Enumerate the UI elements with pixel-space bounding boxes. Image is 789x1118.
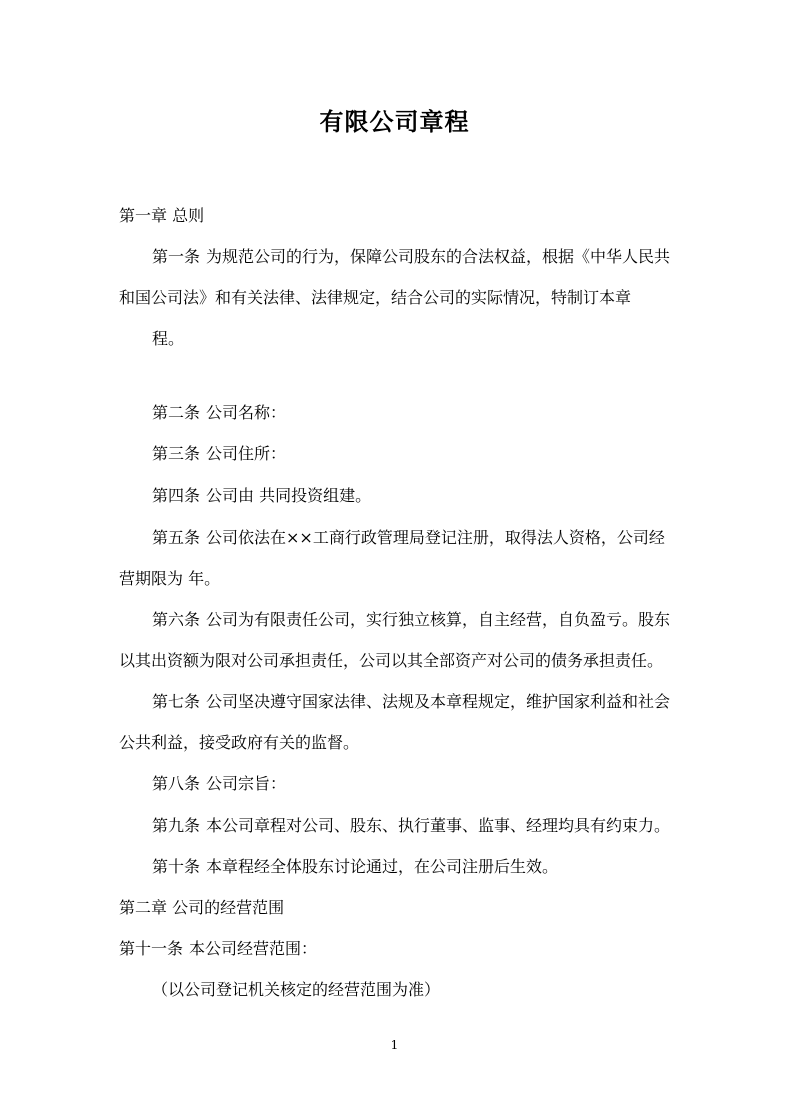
article-10-text: 本章程经全体股东讨论通过，在公司注册后生效。 <box>206 857 559 876</box>
article-4-text: 公司由 共同投资组建。 <box>206 486 372 505</box>
article-7-label: 第七条 <box>152 692 201 711</box>
article-8 <box>152 772 286 796</box>
article-1-line-2: 和国公司法》和有关法律、法律规定，结合公司的实际情况，特制订本章 <box>119 288 632 307</box>
article-9 <box>152 814 670 838</box>
article-11-text: 本公司经营范围： <box>189 939 318 958</box>
article-4 <box>152 484 371 508</box>
chapter-1-heading: 第一章 总则 <box>119 206 205 225</box>
article-1-line-1 <box>152 245 670 269</box>
article-8-label: 第八条 <box>152 774 201 793</box>
article-7-text-1: 公司坚决遵守国家法律、法规及本章程规定，维护国家利益和社会 <box>206 692 671 711</box>
article-2 <box>152 401 286 425</box>
article-10-label: 第十条 <box>152 857 201 876</box>
article-1-text-1: 为规范公司的行为，保障公司股东的合法权益，根据《中华人民共 <box>206 247 671 266</box>
article-11 <box>119 937 317 961</box>
article-9-label: 第九条 <box>152 816 201 835</box>
chapter-2-heading: 第二章 公司的经营范围 <box>119 898 285 917</box>
article-6-label: 第六条 <box>152 610 201 629</box>
article-5-line-1 <box>152 526 665 550</box>
article-8-text: 公司宗旨： <box>206 774 287 793</box>
article-9-text: 本公司章程对公司、股东、执行董事、监事、经理均具有约束力。 <box>206 816 671 835</box>
article-7-line-1 <box>152 690 670 714</box>
article-6-line-2: 以其出资额为限对公司承担责任，公司以其全部资产对公司的债务承担责任。 <box>119 651 664 670</box>
article-4-label: 第四条 <box>152 486 201 505</box>
article-3 <box>152 442 286 466</box>
article-1-label: 第一条 <box>152 247 201 266</box>
article-2-text: 公司名称： <box>206 403 287 422</box>
article-6-text-1: 公司为有限责任公司，实行独立核算，自主经营，自负盈亏。股东 <box>206 610 671 629</box>
article-5-text-1: 公司依法在××工商行政管理局登记注册，取得法人资格，公司经 <box>206 528 665 547</box>
page-number: 1 <box>390 1038 399 1052</box>
article-3-label: 第三条 <box>152 444 201 463</box>
article-6-line-1 <box>152 608 670 632</box>
business-scope-note: （以公司登记机关核定的经营范围为准） <box>152 980 441 999</box>
article-10 <box>152 855 558 879</box>
article-5-line-2: 营期限为 年。 <box>119 569 221 588</box>
document-title: 有限公司章程 <box>319 107 470 136</box>
article-7-line-2: 公共利益，接受政府有关的监督。 <box>119 733 360 752</box>
article-5-label: 第五条 <box>152 528 201 547</box>
article-2-label: 第二条 <box>152 403 201 422</box>
article-3-text: 公司住所： <box>206 444 287 463</box>
article-11-label: 第十一条 <box>119 939 184 958</box>
article-1-line-3: 程。 <box>152 329 185 348</box>
